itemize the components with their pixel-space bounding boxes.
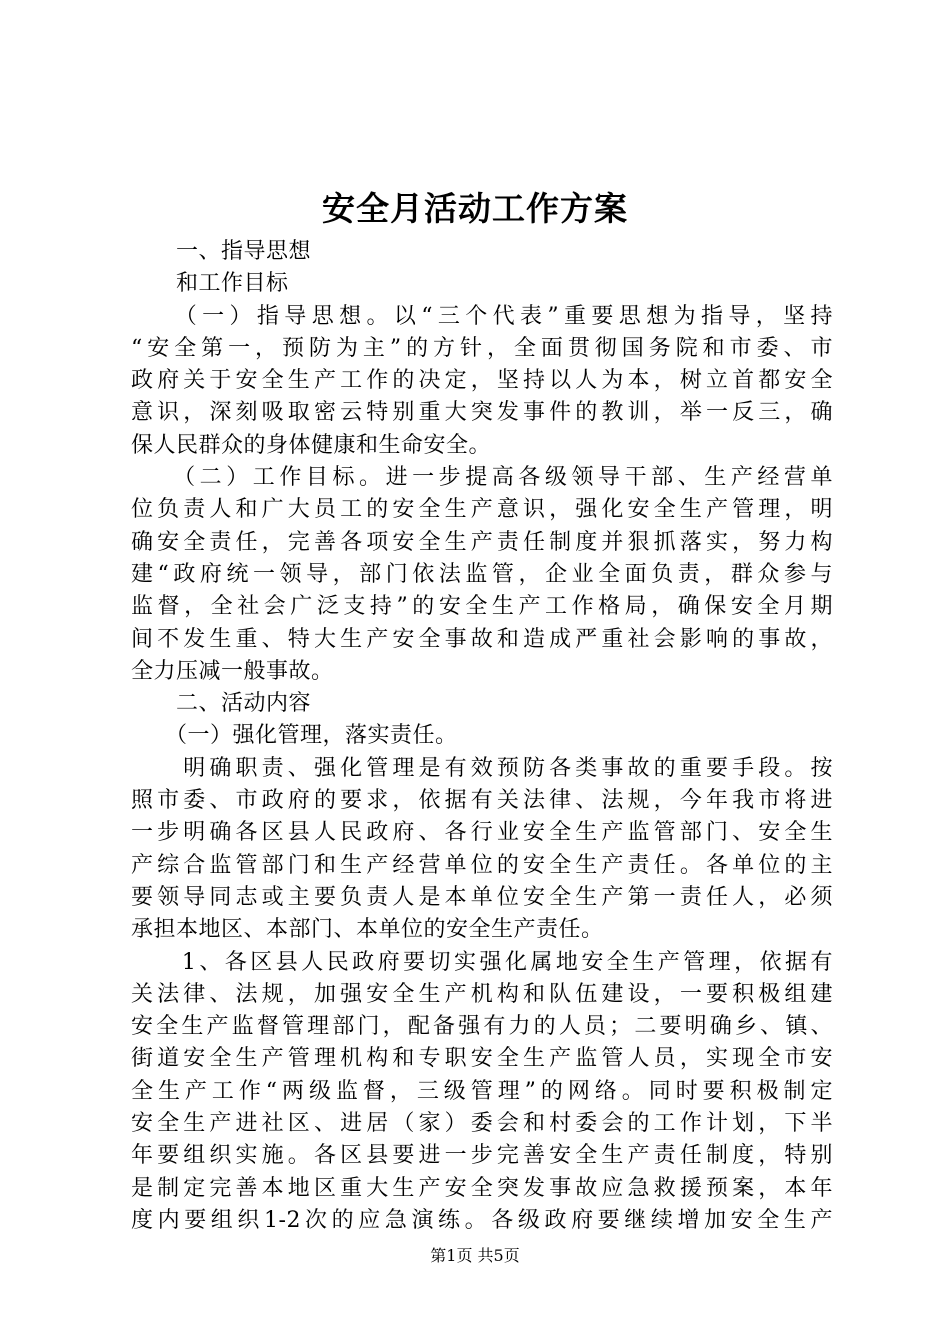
body-text-line: 产综合监管部门和生产经营单位的安全生产责任。各单位的主 bbox=[131, 852, 833, 878]
body-text-line: 建“政府统一领导，部门依法监管，企业全面负责，群众参与 bbox=[131, 561, 833, 587]
body-text-line: 政府关于安全生产工作的决定，坚持以人为本，树立首都安全 bbox=[131, 368, 833, 394]
body-text-line: （二）工作目标。进一步提高各级领导干部、生产经营单 bbox=[131, 465, 833, 491]
body-text-line: 间不发生重、特大生产安全事故和造成严重社会影响的事故， bbox=[131, 626, 833, 652]
body-text-line: 承担本地区、本部门、本单位的安全生产责任。 bbox=[131, 917, 604, 943]
body-text-line: 和工作目标 bbox=[131, 271, 289, 297]
body-text-line: 一、指导思想 bbox=[131, 239, 312, 264]
page-footer: 第1页 共5页 bbox=[430, 1246, 520, 1265]
body-text-line: 二、活动内容 bbox=[131, 691, 312, 717]
body-text-line: 全生产工作“两级监督，三级管理”的网络。同时要积极制定 bbox=[131, 1078, 833, 1104]
body-text-line: 照市委、市政府的要求，依据有关法律、法规，今年我市将进 bbox=[131, 788, 833, 814]
body-text-line: 意识，深刻吸取密云特别重大突发事件的教训，举一反三，确 bbox=[131, 400, 833, 426]
body-text-line: （一）强化管理，落实责任。 bbox=[131, 723, 458, 749]
body-text-line: 要领导同志或主要负责人是本单位安全生产第一责任人，必须 bbox=[131, 884, 833, 910]
body-text-line: 年要组织实施。各区县要进一步完善安全生产责任制度，特别 bbox=[131, 1143, 833, 1169]
body-text-line: 明确职责、强化管理是有效预防各类事故的重要手段。按 bbox=[131, 755, 833, 781]
body-text-line: 安全生产进社区、进居（家）委会和村委会的工作计划，下半 bbox=[131, 1111, 833, 1137]
body-text-line: 确安全责任，完善各项安全生产责任制度并狠抓落实，努力构 bbox=[131, 529, 833, 555]
body-text-line: 街道安全生产管理机构和专职安全生产监管人员，实现全市安 bbox=[131, 1046, 833, 1072]
body-text-line: 监督，全社会广泛支持”的安全生产工作格局，确保安全月期 bbox=[131, 594, 833, 620]
body-text-line: 关法律、法规，加强安全生产机构和队伍建设，一要积极组建 bbox=[131, 981, 833, 1007]
body-text-line: 安全生产监督管理部门，配备强有力的人员；二要明确乡、镇、 bbox=[131, 1014, 833, 1040]
body-text-line: 度内要组织1-2次的应急演练。各级政府要继续增加安全生产 bbox=[131, 1207, 833, 1233]
body-text-line: 全力压减一般事故。 bbox=[131, 658, 334, 684]
body-text-line: 一步明确各区县人民政府、各行业安全生产监管部门、安全生 bbox=[131, 820, 833, 846]
body-text-line: 位负责人和广大员工的安全生产意识，强化安全生产管理，明 bbox=[131, 497, 833, 523]
body-text-line: “安全第一，预防为主”的方针，全面贯彻国务院和市委、市 bbox=[131, 335, 833, 361]
body-text-line: （一）指导思想。以“三个代表”重要思想为指导，坚持 bbox=[131, 303, 833, 329]
body-text-line: 保人民群众的身体健康和生命安全。 bbox=[131, 432, 492, 458]
body-text-line: 是制定完善本地区重大生产安全突发事故应急救援预案，本年 bbox=[131, 1175, 833, 1201]
document-body bbox=[131, 236, 833, 1237]
document-title: 安全月活动工作方案 bbox=[322, 189, 628, 228]
body-text-line: 1、各区县人民政府要切实强化属地安全生产管理，依据有 bbox=[131, 949, 833, 975]
